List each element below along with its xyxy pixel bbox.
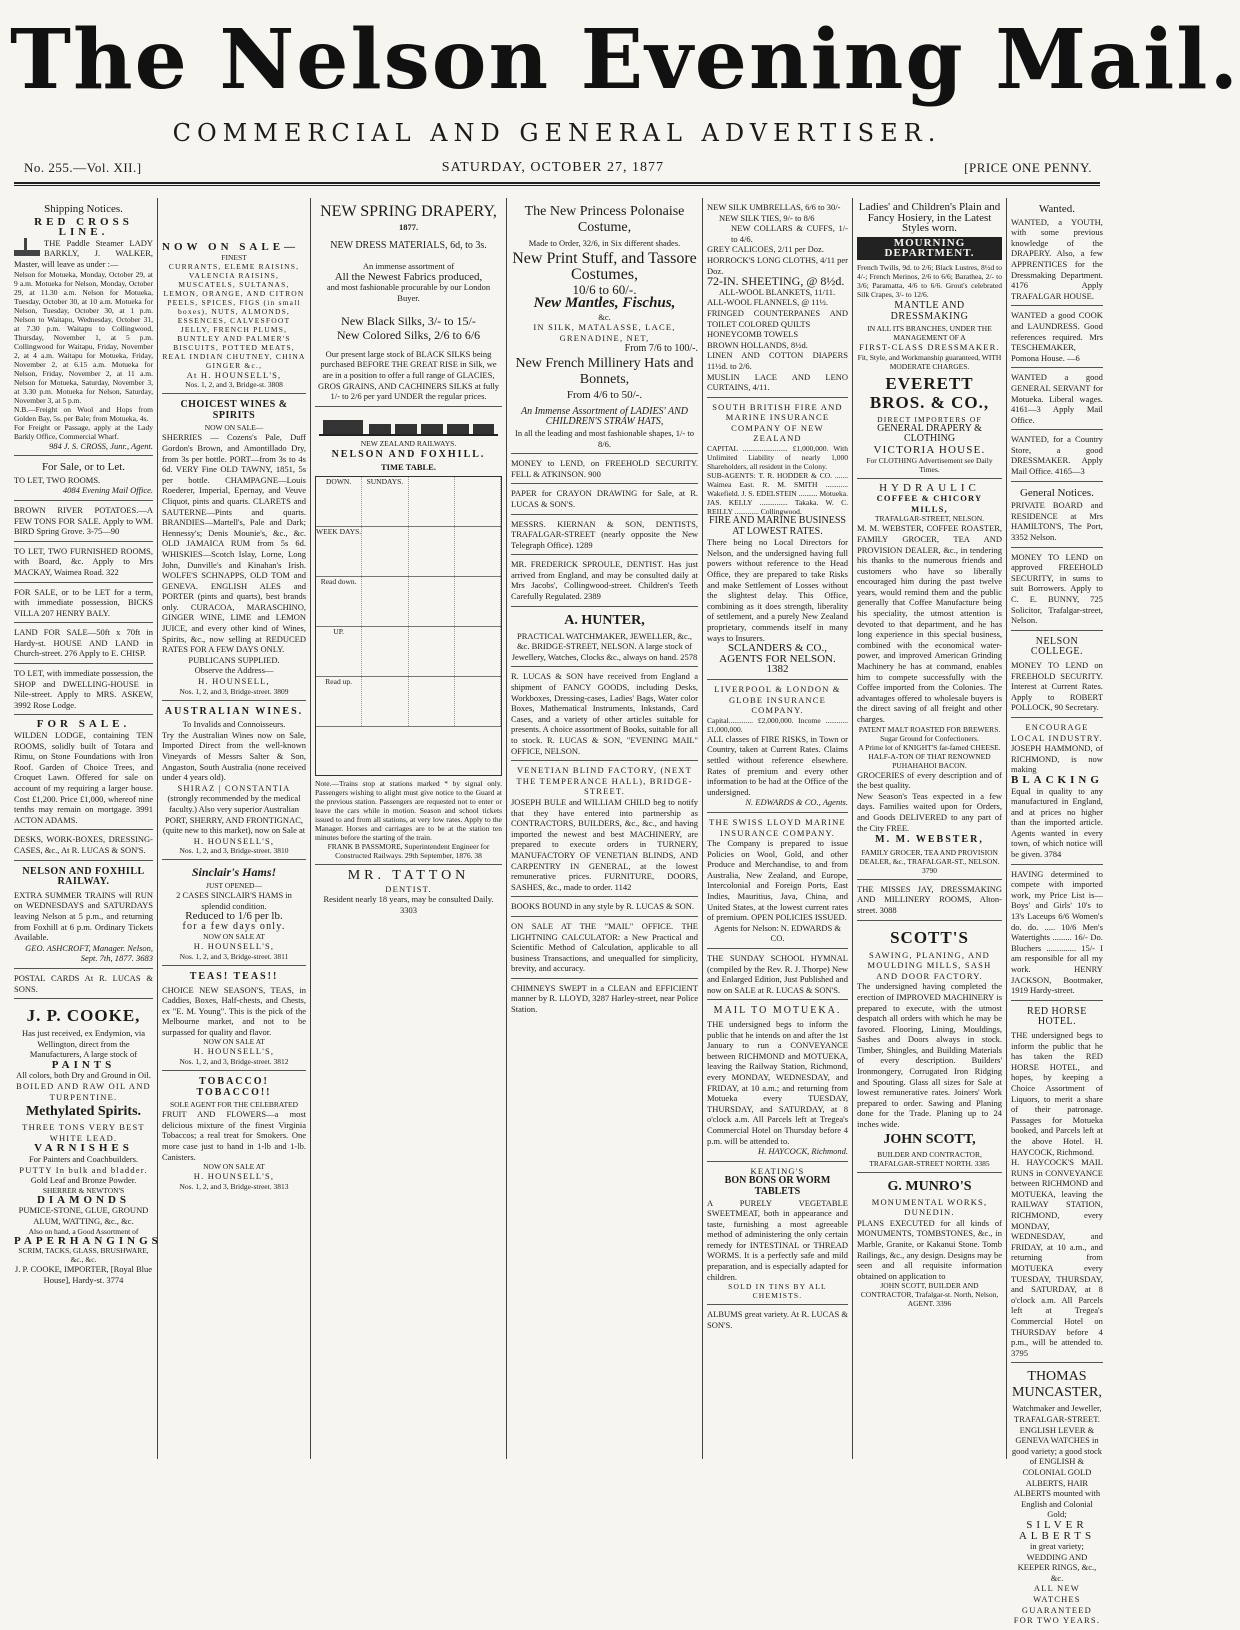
- ad-text: Has just received, ex Endymion, via Wellington, direct from the Manufacturers, A large stock of: [22, 1028, 145, 1060]
- ad-text: FIRST-CLASS DRESSMAKER.: [859, 342, 1000, 353]
- ad-heading: MR. TATTON: [347, 867, 470, 883]
- ad-text: SHERRIES — Cozens's Pale, Duff Gordon's Brown, and Amontillado Dry, from 3s per bottle. PORT—from 3s to 4s 6d. VERY Fine OLD TAWNY, 1851, 5s per bottle. CHAMPAGNE—Louis Roederer, Imperial, Epernay, and Veuve Cliquot, pints and quarts. CLARETS and SAUTERNE—Pints and quarts. BRANDIES—Martell's, Pale and Dark; Hennessy's; Denis Mounie's, &c., &c. OLD JAMAICA RUM from 5s 6d. WHISKIES—Scotch Islay, Lorne, Long John, Dunville's and Kinahan's Irish. WOLFE'S SCHNAPPS, OLD TOM and GENEVA. ENGLISH ALES and PORTER (pints and quarts), best brands only. CURACOA, MARASCHINO, GINGER WINE, LIME and LEMON JUICE, and every other kind of Wines, Spirits, &c., now selling at REDUCED RATES FOR A FEW DAYS ONLY.: [162, 432, 306, 655]
- ad-text: New Black Silks, 3/- to 15/-: [341, 313, 476, 328]
- ad-heading: MOURNING DEPARTMENT.: [857, 237, 1002, 260]
- ad-text: New Colored Silks, 2/6 to 6/6: [336, 328, 481, 343]
- ad-text: Fit, Style, and Workmanship guaranteed, WITH MODERATE CHARGES.: [857, 352, 1002, 371]
- ad-heading: TOBACCO! TOBACCO!!: [196, 1076, 272, 1098]
- ad-text: H. HOUNSELL'S,: [193, 1171, 275, 1182]
- ad-text: R. LUCAS & SON have received from England a shipment of FANCY GOODS, including Desks, Workboxes, Dressing-cases, Ladies' Bags, Water color Boxes, Mathematical Instruments, Inkstands, Card Cases, and a variety of other articles suitable for presents. A choice assortment of Books, suitable for all to stock. R. LUCAS & SON, "EVENING MAIL" OFFICE, NELSON.: [511, 667, 698, 761]
- tatton-dentist-ad: [315, 865, 502, 919]
- ad-text: Also on hand, a Good Assortment of: [28, 1226, 139, 1236]
- timetable-row: [316, 477, 501, 527]
- timetable-row: [316, 677, 501, 727]
- steamer-icon: [14, 238, 40, 256]
- ad-text: JUST OPENED—: [206, 880, 262, 890]
- ad-text: TO LET, with immediate possession, the SHOP and DWELLING-HOUSE in Nile-street. Apply to MRS. ASKEW, 3992 Rose Lodge.: [14, 664, 153, 715]
- ad-text: SHIRAZ | CONSTANTIA: [177, 782, 291, 793]
- ad-text: MONUMENTAL WORKS, DUNEDIN.: [871, 1196, 988, 1218]
- column-1: [10, 198, 162, 1459]
- ad-signature: BUILDER AND CONTRACTOR, TRAFALGAR-STREET NORTH. 3385: [869, 1149, 990, 1168]
- ad-text: H. HOUNSELL'S,: [193, 835, 275, 846]
- ad-text: NOW ON SALE AT: [203, 932, 265, 942]
- ad-signature: Nos. 1, 2, and 3, Bridge-street. 3811: [179, 951, 289, 961]
- spacer: [162, 198, 306, 238]
- ad-heading: HYDRAULIC: [879, 481, 980, 494]
- ad-heading: TEAS! TEAS!!: [189, 970, 279, 982]
- ad-heading: New French Millinery Hats and Bonnets,: [515, 356, 694, 388]
- ad-signature: Agents for Nelson: N. EDWARDS & CO.: [713, 922, 842, 944]
- column-5: [703, 198, 853, 1459]
- issue-price: [PRICE ONE PENNY.: [964, 160, 1092, 175]
- ad-text: In all the leading and most fashionable shapes, 1/- to 8/6.: [515, 427, 694, 449]
- ad-heading: COFFEE & CHICORY MILLS,: [876, 493, 983, 514]
- ad-text: GROCERIES of every description and of the best quality.: [857, 769, 1002, 791]
- ad-text: CURRANTS, ELEME RAISINS, VALENCIA RAISINS, MUSCATELS, SULTANAS, LEMON, ORANGE, AND CITRON PEELS, SPICES, FIGS (in small boxes), NUTS, ALMONDS, ESSENCES, CALVESFOOT JELLY, FRENCH PLUMS, BUNTLEY AND PALMER'S BISCUITS, POTTED MEATS, REAL INDIAN CHUTNEY, CHINA GINGER &c.,: [162, 261, 306, 370]
- ad-text: From 4/6 to 50/-.: [566, 389, 643, 402]
- ad-heading: SCOTT'S: [890, 927, 969, 947]
- wines-ad: [162, 394, 306, 700]
- ad-heading: BLACKING: [1011, 773, 1103, 786]
- ad-text: BROWN RIVER POTATOES.—A FEW TONS FOR SALE. Apply to WM. BIRD Spring Grove. 3-75—90: [14, 501, 153, 542]
- ad-text: TRAFALGAR-STREET, NELSON.: [874, 514, 985, 524]
- ad-signature: N. EDWARDS & CO., Agents.: [745, 797, 848, 808]
- ad-signature: Nos. 1, 2, and 3, Bridge-street. 3809: [179, 686, 289, 696]
- ad-heading: NELSON COLLEGE.: [1030, 635, 1083, 658]
- ad-text: in great variety; WEDDING AND KEEPER RINGS, &c., &c.: [1017, 1541, 1097, 1583]
- ad-text: ALL-WOOL BLANKETS, 11/11.: [719, 286, 836, 297]
- ad-text: and most fashionable procurable by our London Buyer.: [326, 282, 491, 303]
- ad-text: For Painters and Coachbuilders.: [28, 1154, 139, 1165]
- ad-text: BOILED AND RAW OIL AND TURPENTINE.: [16, 1081, 151, 1102]
- ad-signature: Nos. 1, 2, and 3, Bridge-st. 3808: [185, 380, 283, 390]
- ad-signature: FRANK B PASSMORE, Superintendent Engineer for Constructed Railways. 29th September, 1876. 38: [327, 841, 490, 860]
- ad-text: DESKS, WORK-BOXES, DRESSING-CASES, &c., At R. LUCAS & SON'S.: [14, 830, 153, 860]
- blind-factory-ad: [511, 761, 698, 897]
- ad-heading: THE SWISS LLOYD MARINE INSURANCE COMPANY.: [709, 816, 846, 838]
- ad-text: SCRIM, TACKS, GLASS, BRUSHWARE, &c., &c.: [18, 1246, 149, 1265]
- ad-text: A Prime lot of KNIGHT'S far-famed CHEESE.: [858, 742, 1001, 752]
- ad-text: Watchmaker and Jeweller, TRAFALGAR-STREET.: [1012, 1403, 1102, 1424]
- ad-heading: MAIL TO MOTUEKA.: [713, 1005, 842, 1017]
- ad-text: DIRECT IMPORTERS OF: [877, 414, 982, 424]
- ad-heading: CHOICEST WINES & SPIRITS: [180, 399, 288, 421]
- timetable-label: UP.: [316, 627, 362, 676]
- ad-heading: Sinclair's Hams!: [191, 865, 277, 880]
- ad-text: NEW DRESS MATERIALS, 6d, to 3s.: [330, 239, 487, 251]
- ad-text: New Season's Teas expected in a few days. Families waited upon for Orders, and Goods DELIVERED to any part of the City FREE.: [857, 790, 1002, 833]
- ad-heading: Methylated Spirits.: [25, 1104, 142, 1120]
- ad-text: THE undersigned begs to inform the public that he intends on and after the 1st January to run a CONVEYANCE between RICHMOND and MOTUEKA, leaving the Railway Station, Richmond, every MONDAY, WEDNESDAY, and FRIDAY, at 10 a.m.; and returning from Motueka every TUESDAY, THURSDAY, and SATURDAY, at 8 o'clock a.m. All Parcels left at Tregea's Commercial Hotel on Thursday before 4 p.m. will be attended to.: [707, 1019, 848, 1146]
- ad-text: THREE TONS VERY BEST WHITE LEAD.: [22, 1122, 145, 1143]
- ad-text: PRACTICAL WATCHMAKER, JEWELLER, &c., &c. BRIDGE-STREET, NELSON. A large stock of Jewellery, Watches, Clocks &c., always on hand. 2578: [511, 630, 698, 662]
- ad-text: POSTAL CARDS At R. LUCAS & SONS.: [14, 969, 153, 999]
- ad-text: PLANS EXECUTED for all kinds of MONUMENTS, TOMBSTONES, &c., in Marble, Granite, or Kakanui Stone. Tomb Railings, &c., any design. Designs may be seen and all requisite information obtained on application to: [857, 1217, 1002, 1281]
- ad-heading: DIAMONDS: [36, 1193, 131, 1206]
- munro-ad: [857, 1173, 1002, 1313]
- ad-text: Resident nearly 18 years, may be consulted Daily. 3303: [323, 894, 494, 915]
- ad-text: Equal in quality to any manufactured in England, and at prices no higher than the imported article. Agents wanted in every town, of which notice will be given. 3784: [1011, 785, 1103, 860]
- ad-text: ENGLISH LEVER & GENEVA WATCHES in good variety; a good stock of ENGLISH & COLONIAL GOLD ALBERTS, HAIR ALBERTS mounted with English and Colonial Gold;: [1011, 1424, 1103, 1520]
- ad-heading: M. M. WEBSTER,: [875, 834, 984, 846]
- ad-text: There being no Local Directors for Nelson, and the undersigned having full powers without reference to the Head Office, they are prepared to take Risks and make Settlement of Losses without the slightest delay. This Office, combining as it does strength, liberality of settlement, and a purely New Zealand proprietary, commends itself in many ways to Insurers.: [707, 537, 848, 643]
- ad-signature: FAMILY GROCER, TEA AND PROVISION DEALER, &c., TRAFALGAR-ST., NELSON. 3790: [859, 847, 1000, 875]
- railway-notice: [14, 861, 153, 969]
- column-7: [1007, 198, 1107, 1626]
- ad-text: All the Newest Fabrics produced,: [334, 270, 483, 283]
- ad-heading: JOHN SCOTT,: [883, 1131, 976, 1147]
- muncaster-ad: [1011, 1363, 1103, 1629]
- ad-text: Try the Australian Wines now on Sale, Imported Direct from the well-known Vineyards of Messrs Salter & Son, Angaston, South Australia (none received under 4 years old).: [162, 729, 306, 783]
- ad-signature: Nos. 1, 2, and 3, Bridge-street. 3812: [179, 1057, 289, 1067]
- ad-text: Gold Leaf and Bronze Powder.: [30, 1175, 137, 1186]
- ad-text: THE MISSES JAY, DRESSMAKING AND MILLINERY ROOMS, Alton-street. 3088: [857, 880, 1002, 921]
- ad-text: H. HOUNSELL,: [198, 676, 270, 687]
- everett-ad: [857, 198, 1002, 479]
- ad-text: FINEST: [221, 252, 247, 262]
- ad-text: H. HAYCOCK'S MAIL RUNS in CONVEYANCE between RICHMOND and MOTUEKA, leaving the RAILWAY STATION, RICHMOND, every MONDAY, WEDNESDAY, and FRIDAY, at 10 a.m., and returning from MOTUEKA every TUESDAY, THURSDAY, and SATURDAY, at 8 o'clock a.m. All Parcels left at Tregea's Commercial Hotel on THURSDAY before 4 p.m., will be attended to. 3795: [1011, 1157, 1103, 1358]
- ad-heading: Ladies' and Children's Plain and Fancy Hosiery, in the Latest Styles worn.: [858, 201, 1001, 235]
- ad-text: MONEY TO LEND on FREEHOLD SECURITY. Interest at Current Rates. Apply to ROBERT POLLOCK, 90 Secretary.: [1011, 659, 1103, 713]
- for-sale-ad: [14, 715, 153, 830]
- ad-text: MR. FREDERICK SPROULE, DENTIST. Has just arrived from England, and may be consulted daily at Mrs Jacobs', Collingwood-street. Children's Teeth Carefully Regulated. 2389: [511, 555, 698, 606]
- scott-mills-ad: [857, 921, 1002, 1173]
- column-2: [158, 198, 311, 1459]
- timetable-row: [316, 577, 501, 627]
- ad-text: BROWN HOLLANDS, 8½d.: [707, 339, 808, 350]
- ad-text: MONEY TO LEND on approved FREEHOLD SECURITY, in sums to suit Borrowers. Apply to C. E. BUNNY, 725 Solicitor, Trafalgar-street, Nelson.: [1011, 548, 1103, 631]
- ad-heading: NELSON AND FOXHILL.: [331, 448, 486, 460]
- spring-drapery-ad: [315, 198, 502, 407]
- ad-text: &c.: [598, 311, 611, 322]
- ad-heading: AUSTRALIAN WINES.: [164, 705, 304, 717]
- ad-text: Capital............. £2,000,000. Income ............ £1,000,000.: [707, 715, 848, 734]
- ad-heading: PAPERHANGINGS: [14, 1234, 162, 1247]
- ad-text: TO LET, TWO ROOMS.: [14, 474, 101, 485]
- masthead-subtitle: COMMERCIAL AND GENERAL ADVERTISER.: [172, 119, 942, 147]
- general-notices: [1011, 482, 1103, 548]
- red-horse-ad: [1011, 1001, 1103, 1364]
- ad-text: NOW ON SALE—: [204, 423, 264, 433]
- ad-text: PUBLICANS SUPPLIED.: [188, 654, 280, 665]
- ad-text: ALL classes of FIRE RISKS, in Town or Country, taken at Current Rates. Claims settled without reference elsewhere. Rates of premium and every other information to be had at the Office of the undersigned.: [707, 733, 848, 797]
- ad-text: MUSLIN LACE AND LENO CURTAINS, 4/11.: [707, 371, 848, 393]
- blacking-ad: [1011, 718, 1103, 865]
- ad-signature: SCLANDERS & CO., AGENTS FOR NELSON. 1382: [719, 642, 836, 676]
- ad-text: Made to Order, 32/6, in Six different shades.: [528, 238, 681, 248]
- dateline: [10, 150, 1104, 182]
- timetable-row: [316, 527, 501, 577]
- ad-signature: GEO. ASHCROFT, Manager. Nelson, Sept. 7th, 1877. 3683: [25, 942, 153, 964]
- ad-text: HORROCK'S LONG CLOTHS, 4/11 per Doz.: [707, 254, 848, 276]
- ad-text: Observe the Address—: [194, 665, 274, 676]
- ad-heading: BON BONS OR WORM TABLETS: [724, 1175, 831, 1197]
- ad-heading: J. P. COOKE,: [26, 1006, 141, 1026]
- ad-heading: New Print Stuff, and Tassore Costumes,: [512, 249, 697, 283]
- ad-text: For Freight or Passage, apply at the Lady Barkly Office, Commercial Wharf.: [14, 422, 153, 441]
- ad-text: All colors, both Dry and Ground in Oil.: [16, 1070, 151, 1081]
- issue-number: No. 255.—Vol. XII.]: [24, 160, 142, 175]
- ad-text: HALF-A-TON OF THAT RENOWNED PUHAHAHOI BACON.: [868, 751, 991, 770]
- australian-wines-ad: [162, 701, 306, 861]
- locomotive-icon: [319, 414, 498, 436]
- ad-heading: RED CROSS LINE.: [34, 215, 133, 239]
- ad-text: IN ALL ITS BRANCHES, UNDER THE MANAGEMENT OF A: [867, 324, 992, 343]
- ad-text: ALBUMS great variety. At R. LUCAS & SON'S.: [707, 1309, 848, 1330]
- ad-heading: PAINTS: [51, 1058, 116, 1071]
- ad-text: At H. HOUNSELL'S,: [186, 369, 282, 380]
- ad-text: SOLE AGENT FOR THE CELEBRATED: [169, 1100, 299, 1110]
- ad-heading: VENETIAN BLIND FACTORY, (NEXT THE TEMPERANCE HALL), BRIDGE-STREET.: [516, 765, 693, 797]
- ad-text: VICTORIA HOUSE.: [873, 443, 986, 456]
- ad-text: A PURELY VEGETABLE SWEETMEAT, both in appearance and taste, furnishing a most agreeable method of administering the only certain remedy for INTESTINAL or THREAD WORMS. It is a perfectly safe and mild preparation, and is especially adapted for children.: [707, 1197, 848, 1282]
- issue-date: SATURDAY, OCTOBER 27, 1877: [441, 160, 664, 175]
- ad-text: SHERRER & NEWTON'S: [42, 1185, 125, 1195]
- ad-heading: FOR SALE.: [36, 718, 131, 731]
- wanted-section: [1011, 198, 1103, 306]
- ad-text: NOW ON SALE AT: [203, 1037, 265, 1047]
- ad-text: for a few days only.: [182, 920, 286, 932]
- ad-text: ALL NEW WATCHES GUARANTEED FOR TWO YEARS.: [1013, 1583, 1101, 1626]
- ad-text: M. M. WEBSTER, COFFEE ROASTER, FAMILY GROCER, TEA AND PROVISION DEALER, &c., in tendering his thanks to the numerous friends and customers who have so liberally encouraged him during the past twelve years, would remind them and the public generally that Coffee Manufacture being his speciality, the utmost attention is devoted to that department, and he has long experience in this special business, combined with the economical water-power, and improved American Grinding Machinery he has at command, enables him to compete successfully with the Coffee imported from the Colonies. The advantages offered to wholesale buyers is the direct saving of all freight and other charges.: [857, 523, 1002, 724]
- ad-text: FRINGED COUNTERPANES AND TOILET COLORED QUILTS: [707, 307, 848, 329]
- ad-text: JOSEPH HAMMOND, of RICHMOND, is now making: [1011, 743, 1103, 775]
- ad-text: H. HOUNSELL'S,: [193, 941, 275, 952]
- ad-heading: G. MUNRO'S: [887, 1178, 972, 1194]
- ad-text: 10/6 to 60/-.: [572, 281, 637, 297]
- ad-text: PUMICE-STONE, GLUE, GROUND ALUM, WATTING, &c., &c.: [18, 1205, 149, 1226]
- column-3: [311, 198, 507, 1459]
- ad-text: WANTED a good GENERAL SERVANT for Motueka. Liberal wages. 4161—3 Apply Mail Office.: [1011, 368, 1103, 430]
- ad-text: DENTIST.: [385, 883, 432, 894]
- column-4: [507, 198, 703, 1459]
- ad-text: An immense assortment of: [362, 261, 455, 272]
- ad-text: NEW SILK UMBRELLAS, 6/6 to 30/-: [707, 202, 841, 212]
- ad-text: H. HOUNSELL'S,: [193, 1046, 275, 1057]
- masthead-title: The Nelson Evening Mail.: [10, 12, 1240, 108]
- ad-signature: Nos. 1, 2, and 3, Bridge-street. 3810: [179, 846, 289, 856]
- ad-signature: H. HAYCOCK, Richmond.: [758, 1146, 848, 1157]
- ad-heading: MANTLE AND DRESSMAKING: [890, 299, 969, 322]
- ad-heading: VARNISHES: [34, 1142, 133, 1155]
- column-6: [853, 198, 1007, 1459]
- ad-text: WANTED, for a Country Store, a good DRESSMAKER. Apply Mail Office. 4165—3: [1011, 430, 1103, 481]
- ad-text: SOLD IN TINS BY ALL CHEMISTS.: [728, 1282, 827, 1301]
- ad-heading: LIVERPOOL & LONDON & GLOBE INSURANCE COMPANY.: [714, 683, 841, 716]
- section-heading: Wanted.: [1038, 203, 1075, 215]
- ad-text: TO LET, TWO FURNISHED ROOMS, with Board, &c. Apply to Mrs MACKAY, Waimea Road. 322: [14, 542, 153, 583]
- hounsell-groceries-ad: [162, 238, 306, 394]
- ad-text: GREY CALICOES, 2/11 per Doz.: [707, 244, 824, 255]
- timetable-label: SUNDAYS.: [362, 477, 408, 526]
- ad-text: HONEYCOMB TOWELS: [707, 329, 799, 340]
- ad-heading: A. HUNTER,: [564, 612, 645, 628]
- south-british-ad: [707, 398, 848, 680]
- teas-ad: [162, 966, 306, 1071]
- ad-text: SUB-AGENTS: T. R. HODDER & CO. ....... Waimea East. R. M. SMITH ............ Wakefield. J. S. EDELSTEIN .......... Motueka. JAS. KELLY ............... Takaka. W. C. REILLY ............. Collingwood.: [707, 471, 848, 517]
- shipping-notices: [14, 198, 153, 456]
- timetable-label: Read up.: [316, 677, 362, 726]
- swiss-lloyd-ad: [707, 813, 848, 949]
- ad-text: From 7/6 to 100/-.: [624, 342, 698, 354]
- keating-ad: [707, 1162, 848, 1306]
- ad-text: NOW ON SALE AT: [203, 1162, 265, 1172]
- ad-text: PRIVATE BOARD and RESIDENCE at Mrs HAMILTON'S, The Port, 3352 Nelson.: [1011, 500, 1103, 543]
- ad-text: French Twills, 9d. to 2/6; Black Lustres, 8½d to 4/-; French Merinos, 2/6 to 6/6; Barathea, 2/- to 3/6; Paramatta, 4/6 to 6/6. Grout's celebrated Silk Crapes, 3/- to 12/6.: [857, 262, 1002, 299]
- hams-ad: [162, 860, 306, 966]
- ad-signature: JOHN SCOTT, BUILDER AND CONTRACTOR, Trafalgar-st. North, Nelson, AGENT. 3396: [860, 1281, 999, 1309]
- college-ad: [1011, 631, 1103, 718]
- ad-text: FRUIT AND FLOWERS—a most delicious mixture of the finest Virginia Tobaccos; a real treat for Smokers. One more case just to hand in 1-lb and 1-lb. Canisters.: [162, 1109, 306, 1162]
- drapery-list-ad: [707, 198, 848, 398]
- ad-heading: New Mantles, Fischus,: [533, 295, 676, 312]
- ad-text: CAPITAL ........................ £1,000,000. With Unlimited Liability of nearly 1,000 Shareholders, all resident in the Colony.: [707, 444, 848, 472]
- ad-signature: J. P. COOKE, IMPORTER, [Royal Blue House], Hardy-st. 3774: [14, 1264, 153, 1285]
- liverpool-ad: [707, 680, 848, 813]
- ad-text: N.B.—Freight on Wool and Hops from Golden Bay, 5s. per Bale; from Motueka, 4s.: [14, 404, 153, 423]
- ad-signature: 4084 Evening Mail Office.: [62, 485, 153, 496]
- ad-text: PAPER for CRAYON DRAWING for Sale, at R. LUCAS & SON'S.: [511, 484, 698, 514]
- ad-signature: Nos. 1, 2, and 3, Bridge-street. 3813: [179, 1181, 289, 1191]
- ad-text: CHIMNEYS SWEPT in a CLEAN and EFFICIENT manner by R. LLOYD, 3287 Harley-street, near Police Station.: [511, 982, 698, 1015]
- ad-text: EXTRA SUMMER TRAINS will RUN on WEDNESDAYS and SATURDAYS leaving Nelson at 5 p.m., and returning from Foxhill at 6 p.m. Ordinary Tickets Available.: [14, 889, 153, 943]
- ad-text: (strongly recommended by the medical faculty.) Also very superior Australian PORT, SHERRY, AND FRONTIGNAC, (quite new to this market), now on Sale at: [162, 793, 306, 836]
- ad-text: THE undersigned begs to inform the public that he has taken the RED HORSE HOTEL, and hopes, by keeping a Choice Assortment of Liquors, to merit a share of their patronage. Passages for Motueka booked, and Parcels left at the above Hotel. H. HAYCOCK, Richmond.: [1011, 1029, 1103, 1157]
- ad-heading: EVERETT BROS. & CO.,: [869, 373, 990, 412]
- ad-text: 1877.: [398, 222, 419, 232]
- for-sale-section: [14, 456, 153, 501]
- ad-heading: SILVER ALBERTS: [1018, 1518, 1096, 1542]
- ad-text: The Company is prepared to issue Policies on Wool, Gold, and other Produce and Merchandise, to and from Australia, New Zealand, and Europe, Intercolonial and Foreign Ports, East Indies, Mauritius, Java, China, and United States, at the lowest current rates of premium. OPEN POLICIES ISSUED.: [707, 838, 848, 923]
- webster-coffee-ad: [857, 479, 1002, 880]
- section-heading: Shipping Notices.: [44, 203, 123, 215]
- ad-heading: SOUTH BRITISH FIRE AND MARINE INSURANCE COMPANY OF NEW ZEALAND: [712, 401, 843, 444]
- ad-text: WANTED a good COOK and LAUNDRESS. Good references required. Mrs TESCHEMAKER, Pomona House. —6: [1011, 306, 1103, 368]
- mail-motueka-ad: [707, 1000, 848, 1161]
- ad-text: GENERAL DRAPERY & CLOTHING: [877, 422, 982, 445]
- ad-text: TIME TABLE.: [381, 462, 436, 473]
- ad-signature: 984 J. S. CROSS, Junr., Agent.: [49, 440, 153, 451]
- timetable-label: Read down.: [316, 577, 362, 626]
- timetable-row: [316, 627, 501, 677]
- ad-text: THE Paddle Steamer LADY BARKLY, J. WALKER, Master, will leave as under :—: [14, 237, 153, 269]
- ad-text: Reduced to 1/6 per lb.: [185, 910, 283, 923]
- ad-heading: NELSON AND FOXHILL RAILWAY.: [22, 865, 145, 888]
- timetable-label: DOWN.: [316, 477, 362, 526]
- ad-heading: THOMAS MUNCASTER,: [1012, 1369, 1102, 1401]
- ad-text: WILDEN LODGE, containing TEN ROOMS, solidly built of Totara and Rimu, on Stone Foundations with Iron Roof. Garden of Choice Trees, and Croquet Lawn. Offered for sale on account of my requiring a larger house. Cost £1,200. Price £1,000, whereof nine tenths may remain on mortgage. 3991 ACTON ADAMS.: [14, 730, 153, 825]
- timetable-label: WEEK DAYS.: [316, 527, 362, 576]
- ad-text: LAND FOR SALE—50ft x 70ft in Hardy-st. HOUSE AND LAND in Church-street. 276 Apply to E. CHISP.: [14, 623, 153, 664]
- ad-text: ON SALE AT THE "MAIL" OFFICE. THE LIGHTNING CALCULATOR: a New Practical and Scientific Method of Calculation, applicable to all business Transactions, and unequalled for simplicity, brevity, and accuracy.: [511, 917, 698, 979]
- ad-text: 2 CASES SINCLAIR'S HAMS in splendid condition.: [176, 889, 292, 911]
- ad-heading: The New Princess Polonaise Costume,: [524, 204, 685, 235]
- ad-text: SAWING, PLANING, AND MOULDING MILLS, SASH AND DOOR FACTORY.: [867, 949, 992, 981]
- ad-heading: ENCOURAGE LOCAL INDUSTRY.: [1011, 721, 1103, 743]
- ad-heading: FIRE AND MARINE BUSINESS AT LOWEST RATES.: [709, 515, 846, 537]
- ad-text: Nelson for Motueka, Monday, October 29, at 9 a.m. Motueka for Nelson, Monday, October 29, at 11.30 a.m. Nelson for Motueka, Tuesday, October 30, at 10 a.m. Motueka for Nelson, Tuesday, October 30, at 1 p.m. Nelson to Waitapu, Wednesday, October 31, at 7.30 p.m. Waitapu to Collingwood, Thursday, November 1, at 5 p.m. Collingwood for Waitapu, Friday, November 2, at 4 a.m. Waitapu for Motueka, Friday, November 2, at 6.15 a.m. Motueka for Nelson, Friday, November 2, at 11 a.m. Nelson for Motueka, Saturday, November 3, at 3.30 p.m. Motueka for Nelson, Saturday, November 3, at 5 p.m.: [14, 269, 153, 405]
- ad-heading: KEATING'S: [750, 1165, 805, 1176]
- ad-text: Note.—Trains stop at stations marked * by signal only. Passengers wishing to alight must give notice to the Guard at the previous station. Passengers are requested not to enter or leave the cars while in motion. Season and school tickets issued to and from all stations, at very low rates. Apply to the Manager. Horses and carriages are to be at the station ten minutes before the starting of the train.: [315, 778, 502, 842]
- hunter-ad: [511, 607, 698, 668]
- ad-text: PUTTY In bulk and bladder.: [19, 1164, 148, 1175]
- columns: [10, 198, 1104, 1626]
- ad-text: CHOICE NEW SEASON'S, TEAS, in Caddies, Boxes, Half-chests, and Chests, ex "E. M. Young". This is the pick of the Melbourne market, and not to be surpassed for quality and flavor.: [162, 984, 306, 1037]
- ad-text: HAVING determined to compete with imported work, my Price List is— Boys' and Girls' 10's to 13's Laceups 6/6 Women's do. do. ..... 10/6 Men's Watertights ......... 16/- Do. Bluchers .............. 15/- I am responsible for all my work. HENRY JACKSON, Bootmaker, 1919 Hardy-street.: [1011, 865, 1103, 1001]
- ad-text: IN SILK, MATALASSE, LACE, GRENADINE, NET,: [533, 322, 676, 343]
- costumes-ad: [511, 198, 698, 454]
- ad-heading: NOW ON SALE—: [162, 241, 300, 253]
- masthead-rule: [14, 182, 1100, 186]
- ad-text: LINEN AND COTTON DIAPERS 11½d. to 2/6.: [707, 350, 848, 371]
- section-heading: General Notices.: [1019, 486, 1094, 499]
- ad-text: MESSRS. KIERNAN & SON, DENTISTS, TRAFALGAR-STREET (nearly opposite the New Telegraph Office). 1289: [511, 515, 698, 556]
- ad-text: BOOKS BOUND in any style by R. LUCAS & SON.: [511, 897, 698, 917]
- cooke-ad: [14, 999, 162, 1289]
- ad-text: FOR SALE, or to be LET for a term, with immediate possession, BICKS VILLA 207 HENRY BALY.: [14, 583, 153, 624]
- section-heading: For Sale, or to Let.: [41, 461, 126, 474]
- ad-text: MONEY to LEND, on FREEHOLD SECURITY. FELL & ATKINSON. 900: [511, 454, 698, 484]
- ad-text: ALL-WOOL FLANNELS, @ 11½.: [707, 297, 828, 308]
- ad-text: The undersigned having completed the erection of IMPROVED MACHINERY is prepared to execute, with the utmost despatch all orders with which he may be favored. Flooring, Lining, Mouldings, Sashes and Doors always in stock. Timber, Shingles, and Building Materials of every description. Builders' Ironmongery, Corrugated Iron Ridging and Spouting. Glass all sizes for Sale at lowest remunerative rates. Joiners' Work prepared to order. Sawing and Planing done for the Trade. Planing up to 24 inches wide.: [857, 981, 1002, 1130]
- ad-text: Our present large stock of BLACK SILKS being purchased BEFORE THE GREAT RISE in Silk, we are in a position to offer a full range of GLACIES, GROS GRAINS, AND CACHINERS SILKS at fully 1/- to 2/6 per yard UNDER the regular prices.: [317, 348, 500, 402]
- tobacco-ad: [162, 1071, 306, 1195]
- ad-text: NEW SILK TIES, 9/- to 8/6: [719, 212, 815, 223]
- timetable-grid: [315, 476, 502, 776]
- ad-heading: RED HORSE HOTEL.: [1027, 1005, 1087, 1028]
- ad-text: PATENT MALT ROASTED FOR BREWERS. Sugar Ground for Confectioners.: [858, 724, 1001, 743]
- railway-timetable: [315, 407, 502, 865]
- ad-text: To Invalids and Connoisseurs.: [182, 719, 286, 730]
- ad-text: For CLOTHING Advertisement see Daily Times.: [866, 455, 993, 474]
- ad-text: NEW ZEALAND RAILWAYS.: [360, 438, 457, 448]
- ad-text: An Immense Assortment of LADIES' AND CHILDREN'S STRAW HATS,: [520, 405, 689, 428]
- ad-text: 72-IN. SHEETING, @ 8½d.: [707, 274, 845, 289]
- ad-text: THE SUNDAY SCHOOL HYMNAL (compiled by the Rev. R. J. Thorpe) New and Enlarged Edition, Just Published and now on SALE at R. LUCAS & SON'S.: [707, 949, 848, 1000]
- ad-text: NEW COLLARS & CUFFS, 1/- to 4/6.: [731, 223, 848, 244]
- ad-text: JOSEPH BULE and WILLIAM CHILD beg to notify that they have entered into partnership as CONTRACTORS, BUILDERS, &c., &c., and having imported the newest and best MACHINERY, are prepared to execute orders in TURNERY, MANUFACTORY OF VENETIAN BLINDS, AND CARPENTRY IN GENERAL, at the lowest remunerative prices. FURNITURE, DOORS, SASHES, &c., made to order. 1142: [511, 796, 698, 892]
- ad-heading: NEW SPRING DRAPERY,: [320, 203, 497, 220]
- ad-text: WANTED, a YOUTH, with some previous knowledge of the DRAPERY. Also, a few APPRENTICES for the Dressmaking Department. 4176 Apply TRAFALGAR HOUSE.: [1011, 216, 1103, 301]
